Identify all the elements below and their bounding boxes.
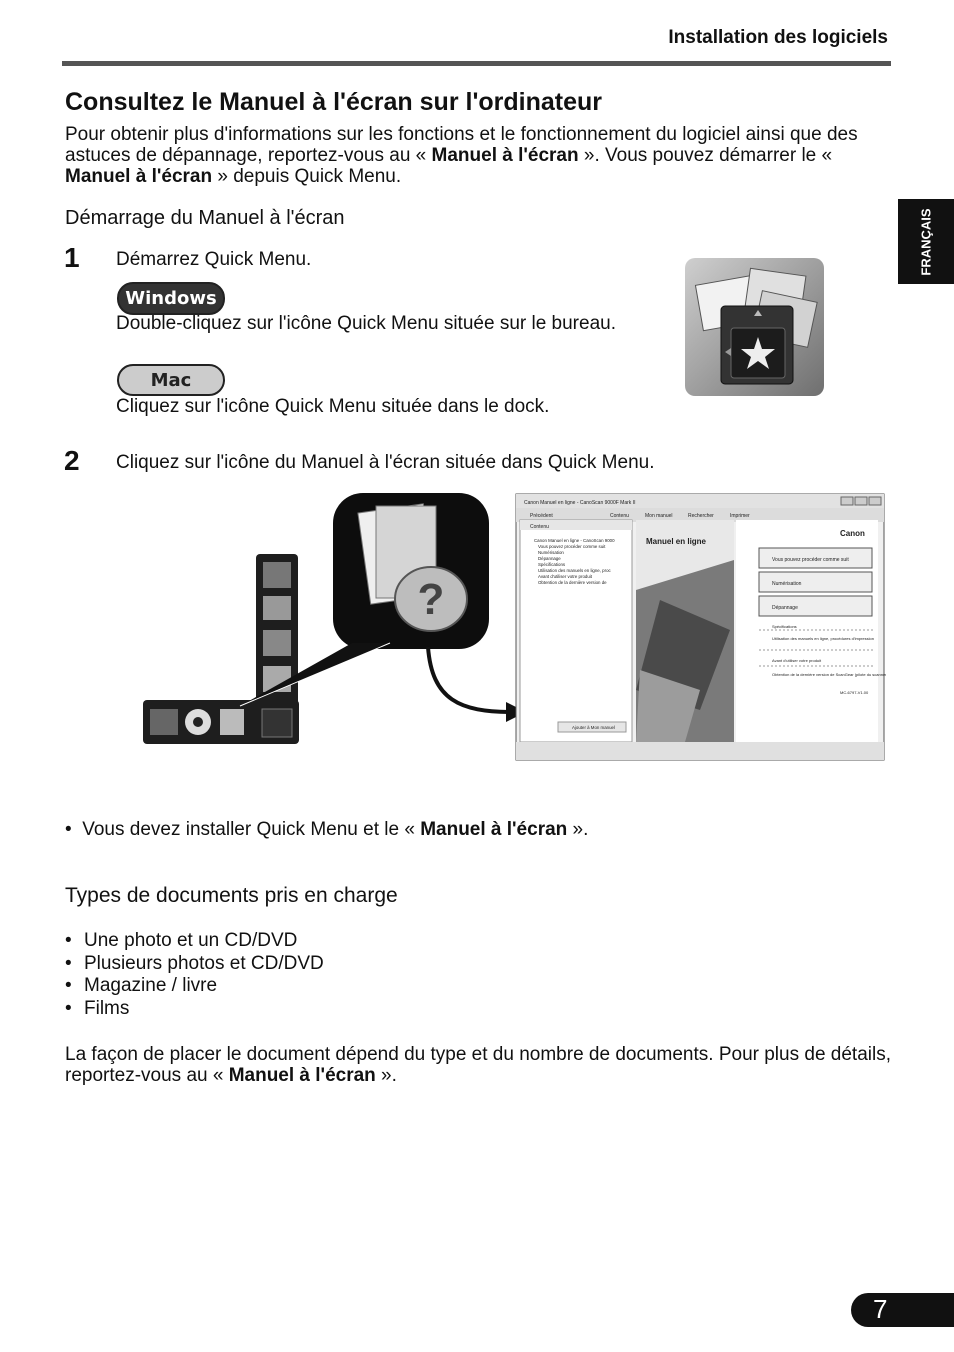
outro-paragraph	[65, 1044, 895, 1086]
link-using-manuals[interactable]: Utilisation des manuels en ligne, procédures d'impression	[772, 636, 874, 641]
bullet-text-1: Vous devez installer Quick Menu et le «	[82, 819, 421, 840]
language-tab-label: FRANÇAIS	[918, 207, 934, 276]
mac-badge: Mac	[117, 364, 225, 396]
bullet-mark: •	[65, 819, 83, 840]
tree-item[interactable]: Obtention de la dernière version de	[538, 580, 607, 585]
contents-panel-title: Contenu	[530, 524, 549, 530]
svg-text:?: ?	[417, 575, 445, 624]
link-latest-version[interactable]: Obtention de la dernière version de ScanGear (pilote du scanner)	[772, 672, 886, 677]
subheading-start: Démarrage du Manuel à l'écran	[65, 207, 345, 229]
list-item: • Plusieurs photos et CD/DVD	[65, 953, 324, 976]
toolbar-search[interactable]: Rechercher	[688, 513, 714, 519]
step-2-number: 2	[64, 445, 80, 476]
install-requirement-bullet	[65, 819, 588, 840]
tree-item[interactable]: Vous pouvez procéder comme suit	[538, 544, 606, 549]
mac-instruction: Cliquez sur l'icône Quick Menu située dans le dock.	[116, 396, 550, 417]
intro-text-3: » depuis Quick Menu.	[212, 166, 402, 187]
windows-instruction: Double-cliquez sur l'icône Quick Menu située sur le bureau.	[116, 313, 616, 334]
online-manual-small-icon	[220, 709, 244, 735]
intro-text-1: Pour obtenir plus d'informations sur les fonctions et le fonctionnement du logiciel ainsi que des astuces de dépannage, reportez-vous au «	[65, 124, 858, 166]
list-item: • Magazine / livre	[65, 975, 324, 998]
add-to-my-manual-button[interactable]: Ajouter à Mon manuel	[572, 725, 615, 730]
quick-menu-icon	[685, 258, 824, 396]
window-title: Canon Manuel en ligne - CanoScan 9000F Mark II	[524, 500, 636, 506]
bullet-bold: Manuel à l'écran	[420, 819, 568, 840]
tree-item[interactable]: Canon Manuel en ligne - CanoScan 9000	[534, 538, 615, 543]
intro-text-2: ». Vous pouvez démarrer le «	[578, 145, 833, 166]
page-number-badge	[851, 1293, 954, 1327]
intro-bold-2: Manuel à l'écran	[65, 166, 213, 187]
page-heading: Consultez le Manuel à l'écran sur l'ordinateur	[65, 88, 603, 116]
tree-item[interactable]: Utilisation des manuels en ligne, proc	[538, 568, 611, 573]
list-item: • Une photo et un CD/DVD	[65, 930, 324, 953]
big-button-scanning[interactable]: Numérisation	[772, 581, 802, 587]
intro-bold-1: Manuel à l'écran	[431, 145, 579, 166]
tree-item[interactable]: Spécifications	[538, 562, 566, 567]
link-specifications[interactable]: Spécifications	[772, 624, 797, 629]
document-types-list	[65, 930, 324, 1020]
big-button-procedures[interactable]: Vous pouvez procéder comme suit	[772, 557, 849, 563]
outro-text-2: ».	[375, 1065, 397, 1086]
list-item: • Films	[65, 998, 324, 1021]
outro-text-1: La façon de placer le document dépend du type et du nombre de documents. Pour plus de détails, reportez-vous au «	[65, 1044, 891, 1086]
subheading-types: Types de documents pris en charge	[65, 884, 398, 907]
toolbar-contents[interactable]: Contenu	[610, 513, 629, 519]
online-manual-window	[516, 494, 884, 760]
header-rule	[62, 61, 891, 66]
toolbar-print[interactable]: Imprimer	[730, 513, 750, 519]
language-tab	[898, 199, 954, 284]
manual-code: MC-6797-V1.00	[840, 690, 869, 695]
toolbar-my-manual[interactable]: Mon manuel	[645, 513, 673, 519]
step-2-text: Cliquez sur l'icône du Manuel à l'écran située dans Quick Menu.	[116, 452, 655, 473]
tree-item[interactable]: Avant d'utiliser votre produit	[538, 574, 592, 579]
step-1-text: Démarrez Quick Menu.	[116, 249, 312, 270]
windows-badge: Windows	[117, 282, 225, 315]
link-before-using[interactable]: Avant d'utiliser votre produit	[772, 658, 822, 663]
page-number: 7	[873, 1294, 888, 1324]
big-button-troubleshooting[interactable]: Dépannage	[772, 605, 798, 611]
tree-item[interactable]: Dépannage	[538, 556, 561, 561]
tree-item[interactable]: Numérisation	[538, 550, 564, 555]
bullet-text-2: ».	[567, 819, 589, 840]
quick-menu-manual-illustration	[140, 490, 886, 762]
step-1-number: 1	[64, 242, 80, 273]
outro-bold: Manuel à l'écran	[228, 1065, 376, 1086]
manual-title: Manuel en ligne	[646, 537, 707, 546]
toolbar-back[interactable]: Précédent	[530, 513, 553, 519]
canon-brand: Canon	[840, 529, 865, 538]
intro-paragraph	[65, 124, 895, 187]
running-header: Installation des logiciels	[668, 27, 888, 48]
